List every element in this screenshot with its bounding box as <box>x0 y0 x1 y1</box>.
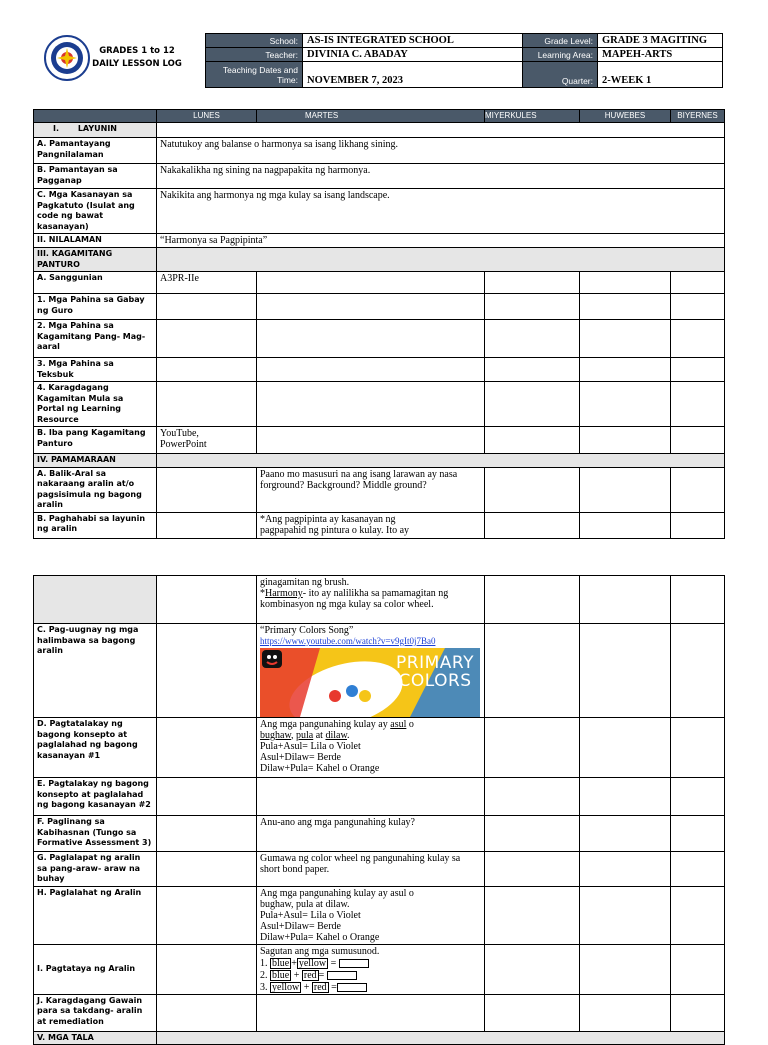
pagtataya-label: I. Pagtataya ng Aralin <box>34 944 157 994</box>
nilalaman-value: “Harmonya sa Pagpipinta” <box>157 234 725 248</box>
iba-youtube: YouTube, <box>160 428 199 439</box>
pagtataya-intro: Sagutan ang mga sumusunod. <box>260 945 380 957</box>
karagdagang-gawain-label: J. Karagdagang Gawain para sa takdang- aralin at remediation <box>34 994 157 1031</box>
q1-answer-box[interactable] <box>339 959 369 968</box>
paglinang-label: F. Paglinang sa Kabihasnan (Tungo sa Formative Assessment 3) <box>34 816 157 852</box>
q2-color-a: blue <box>272 969 290 981</box>
log-title-line1: GRADES 1 to 12 <box>99 46 175 56</box>
harmony-term: Harmony <box>265 588 303 599</box>
pag-uugnay-label: C. Pag-uugnay ng mga halimbawa sa bagong aralin <box>34 624 157 718</box>
paglalahat-line4: Asul+Dilaw= Berde <box>260 920 341 932</box>
pagtatalakay-1-label: D. Pagtatalakay ng bagong konsepto at paglalahad ng bagong kasanayan #1 <box>34 718 157 778</box>
sanggunian-miyerkules <box>485 272 580 294</box>
thumbnail-title-line1: PRIMARY <box>396 653 474 673</box>
continuation-line2 <box>260 588 481 610</box>
area-value: MAPEH-ARTS <box>598 48 723 62</box>
iba-kagamitan-value <box>157 427 257 454</box>
q3-answer-box[interactable] <box>337 983 367 992</box>
paglalahat-value <box>257 886 485 944</box>
iba-kagamitan-label: B. Iba pang Kagamitang Panturo <box>34 427 157 454</box>
kagamitan-heading: III. KAGAMITANG PANTURO <box>34 248 157 272</box>
paglalapat-value: Gumawa ng color wheel ng pangunahing kulay sa short bond paper. <box>257 852 485 887</box>
asterisk: * <box>260 588 265 599</box>
kulay-line5: Dilaw+Pula= Kahel o Orange <box>260 763 380 774</box>
dates-label <box>206 62 303 88</box>
day-header-lunes: LUNES <box>157 110 257 123</box>
song-title: “Primary Colors Song” <box>260 625 354 636</box>
layunin-heading <box>34 123 157 138</box>
kasanayan-value: Nakikita ang harmonya ng mga kulay sa isang landscape. <box>157 189 725 234</box>
teacher-value: DIVINIA C. ABADAY <box>303 48 523 62</box>
song-link[interactable]: https://www.youtube.com/watch?v=v9gIt0j7Ba0 <box>260 636 436 646</box>
dates-value: NOVEMBER 7, 2023 <box>303 62 523 88</box>
deped-seal <box>44 35 90 81</box>
log-title-line2: DAILY LESSON LOG <box>92 59 182 69</box>
iba-powerpoint: PowerPoint <box>160 439 207 450</box>
teksbuk-label: 3. Mga Pahina sa Teksbuk <box>34 358 157 382</box>
layunin-title: LAYUNIN <box>77 124 117 133</box>
paghahabi-line1: *Ang pagpipinta ay kasanayan ng <box>260 513 396 525</box>
continuation-text <box>257 576 485 624</box>
question-2: 2. blue + red = <box>260 970 481 981</box>
area-label: Learning Area: <box>523 48 598 62</box>
pagtataya-value <box>257 944 485 994</box>
paglalapat-label: G. Paglalapat ng aralin sa pang-araw- araw na buhay <box>34 852 157 887</box>
pamantayang-value: Natutukoy ang balanse o harmonya sa isang likhang sining. <box>157 138 725 164</box>
log-title <box>92 45 182 71</box>
lesson-table-page1 <box>33 109 725 539</box>
continuation-line1: ginagamitan ng brush. <box>260 577 350 588</box>
balik-aral-value: Paano mo masusuri na ang isang larawan ay nasa forground? Background? Middle ground? <box>257 467 485 512</box>
day-header-biyernes: BIYERNES <box>671 110 725 123</box>
q2-color-b: red <box>303 969 317 981</box>
q3-color-b: red <box>313 981 327 993</box>
dates-label-line2: Time: <box>277 74 298 85</box>
paglinang-value: Anu-ano ang mga pangunahing kulay? <box>257 816 485 852</box>
pagtalakay-2-label: E. Pagtalakay ng bagong konsepto at paglalahad ng bagong kasanayan #2 <box>34 778 157 816</box>
header-info-table <box>205 33 723 88</box>
q3-color-a: yellow <box>272 981 300 993</box>
paghahabi-value <box>257 512 485 538</box>
day-header-miyerkules: MIYERKULES <box>485 110 580 123</box>
gabay-guro-label: 1. Mga Pahina sa Gabay ng Guro <box>34 294 157 320</box>
kulay-line3: Pula+Asul= Lila o Violet <box>260 741 361 752</box>
question-3: 3. yellow + red = <box>260 982 481 993</box>
paglalahat-line1: Ang mga pangunahing kulay ay asul o <box>260 887 414 899</box>
q1-color-b: yellow <box>298 957 327 969</box>
paghahabi-label: B. Paghahabi sa layunin ng aralin <box>34 512 157 538</box>
layunin-blank <box>157 123 725 138</box>
paglalahat-line3: Pula+Asul= Lila o Violet <box>260 909 361 921</box>
primary-colors-thumbnail <box>260 648 480 717</box>
day-header-huwebes: HUWEBES <box>580 110 671 123</box>
pamantayan-pagganap-value: Nakakalikha ng sining na nagpapakita ng harmonya. <box>157 164 725 189</box>
pamamaraan-heading: IV. PAMAMARAAN <box>34 454 157 468</box>
teacher-label: Teacher: <box>206 48 303 62</box>
kagamitang-mag-aaral-label: 2. Mga Pahina sa Kagamitang Pang- Mag-aaral <box>34 320 157 358</box>
layunin-num: I. <box>53 124 60 133</box>
kagamitan-blank <box>157 248 725 272</box>
paglalahat-line2: bughaw, pula at dilaw. <box>260 898 350 910</box>
sanggunian-value: A3PR-IIe <box>157 272 257 294</box>
paglalahat-label: H. Paglalahat ng Aralin <box>34 886 157 944</box>
dates-label-line1: Teaching Dates and <box>222 64 298 75</box>
pag-uugnay-value <box>257 624 485 718</box>
pamantayang-label: A. Pamantayang Pangnilalaman <box>34 138 157 164</box>
q1-color-a: blue <box>272 957 290 969</box>
kulay-line4: Asul+Dilaw= Berde <box>260 752 341 763</box>
sanggunian-biyernes <box>671 272 725 294</box>
pamantayan-pagganap-label: B. Pamantayan sa Pagganap <box>34 164 157 189</box>
nilalaman-label: II. NILALAMAN <box>34 234 157 248</box>
harmony-definition: - ito ay nalilikha sa pamamagitan ng kombinasyon ng mga kulay sa color wheel. <box>260 588 449 610</box>
balik-aral-label: A. Balik-Aral sa nakaraang aralin at/o pagsisimula ng bagong aralin <box>34 467 157 512</box>
continuation-label-blank <box>34 576 157 624</box>
kasanayan-label: C. Mga Kasanayan sa Pagkatuto (Isulat ang code ng bawat kasanayan) <box>34 189 157 234</box>
day-header-martes: MARTES <box>257 110 485 123</box>
quarter-label: Quarter: <box>523 62 598 88</box>
paghahabi-line2: pagpapahid ng pintura o kulay. Ito ay <box>260 524 410 536</box>
school-label: School: <box>206 34 303 48</box>
kulay-line2: bughaw, pula at dilaw. <box>260 730 350 741</box>
sanggunian-huwebes <box>580 272 671 294</box>
quarter-value: 2-WEEK 1 <box>598 62 723 88</box>
portal-label: 4. Karagdagang Kagamitan Mula sa Portal ng Learning Resource <box>34 382 157 427</box>
thumbnail-title <box>396 654 474 690</box>
question-1: 1. blue + yellow = <box>260 958 481 969</box>
sanggunian-martes <box>257 272 485 294</box>
sanggunian-label: A. Sanggunian <box>34 272 157 294</box>
grade-label: Grade Level: <box>523 34 598 48</box>
pagtatalakay-1-value <box>257 718 485 778</box>
kulay-line1: Ang mga pangunahing kulay ay asul o <box>260 719 414 730</box>
lesson-table-page2 <box>33 575 725 1045</box>
thumbnail-title-line2: COLORS <box>398 671 472 691</box>
day-header-blank <box>34 110 157 123</box>
grade-value: GRADE 3 MAGITING <box>598 34 723 48</box>
mga-tala-heading: V. MGA TALA <box>34 1031 157 1045</box>
paglalahat-line5: Dilaw+Pula= Kahel o Orange <box>260 931 380 943</box>
q2-answer-box[interactable] <box>327 971 357 980</box>
school-value: AS-IS INTEGRATED SCHOOL <box>303 34 523 48</box>
